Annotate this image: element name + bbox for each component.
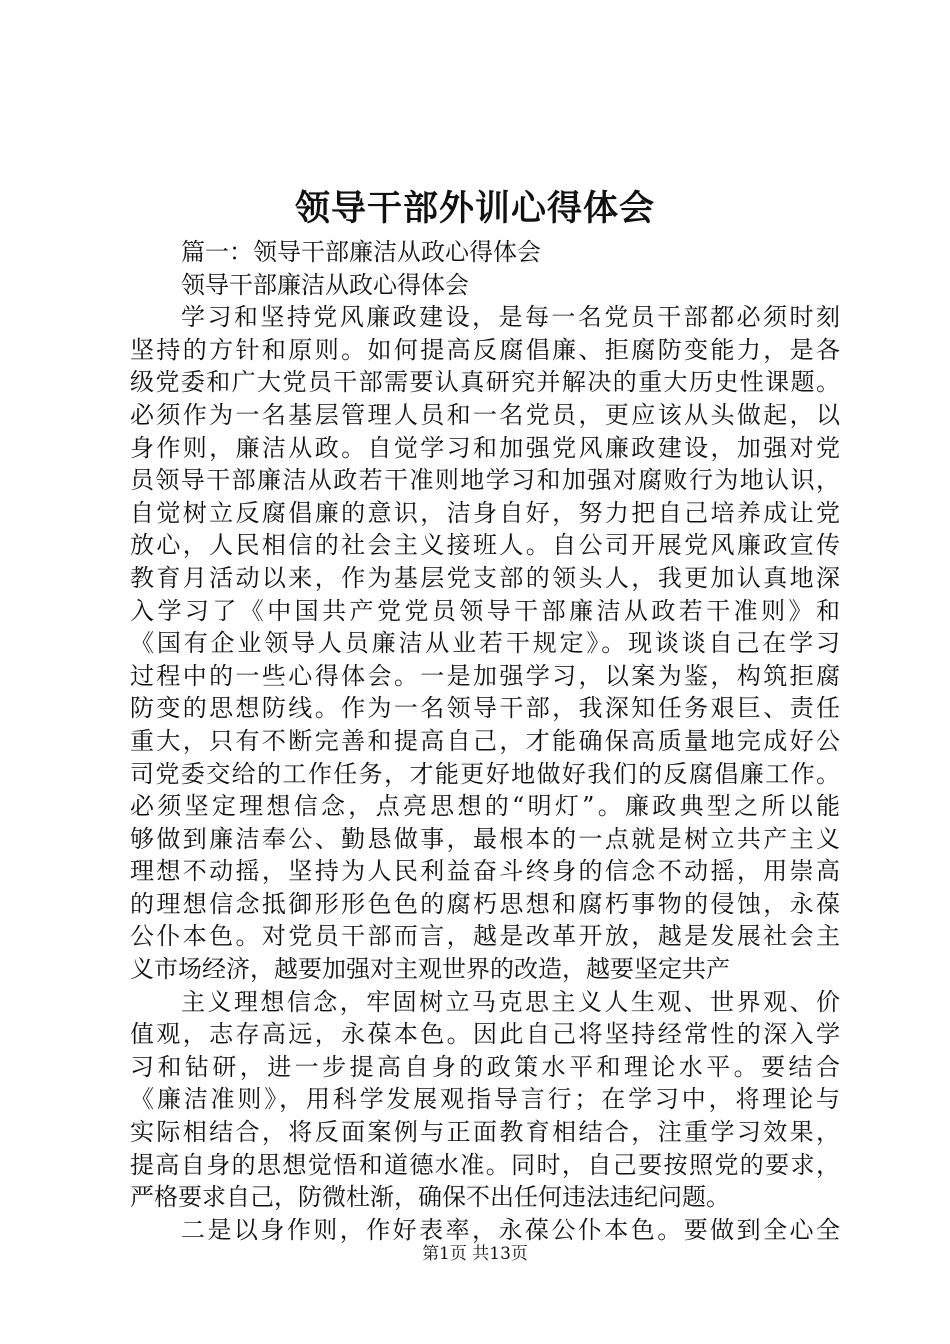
text-line: 级党委和广大党员干部需要认真研究并解决的重大历史性课题。 — [130, 368, 840, 397]
text-line: 员领导干部廉洁从政若干准则地学习和加强对腐败行为地认识， — [130, 466, 840, 495]
text-line: 司党委交给的工作任务，才能更好地做好我们的反腐倡廉工作。 — [130, 759, 840, 788]
text-line: 自觉树立反腐倡廉的意识，洁身自好，努力把自己培养成让党 — [130, 498, 840, 527]
page-title: 领导干部外训心得体会 — [294, 188, 655, 229]
text-line: 过程中的一些心得体会。一是加强学习，以案为鉴，构筑拒腐 — [130, 661, 840, 690]
text-line: 篇一：领导干部廉洁从政心得体会 — [181, 238, 541, 266]
text-line: 必须坚定理想信念，点亮思想的“明灯”。廉政典型之所以能 — [130, 792, 840, 821]
text-line: 严格要求自己，防微杜渐，确保不出任何违法违纪问题。 — [130, 1183, 730, 1212]
text-line: 放心，人民相信的社会主义接班人。自公司开展党风廉政宣传 — [130, 531, 840, 560]
text-line: 习和钻研，进一步提高自身的政策水平和理论水平。要结合 — [130, 1052, 840, 1081]
text-line: 教育月活动以来，作为基层党支部的领头人，我更加认真地深 — [130, 563, 840, 592]
body-text — [130, 236, 840, 1246]
text-line: 理想不动摇，坚持为人民利益奋斗终身的信念不动摇，用崇高 — [130, 857, 840, 886]
text-line: 的理想信念抵御形形色色的腐朽思想和腐朽事物的侵蚀，永葆 — [130, 889, 840, 918]
text-line: 身作则，廉洁从政。自觉学习和加强党风廉政建设，加强对党 — [130, 433, 840, 462]
page-footer: 第1页 共13页 — [422, 1244, 528, 1264]
text-line: 《国有企业领导人员廉洁从业若干规定》。现谈谈自己在学习 — [130, 629, 840, 658]
text-line: 必须作为一名基层管理人员和一名党员，更应该从头做起，以 — [130, 400, 840, 429]
text-line: 领导干部廉洁从政心得体会 — [181, 270, 469, 299]
text-line: 坚持的方针和原则。如何提高反腐倡廉、拒腐防变能力，是各 — [130, 335, 840, 364]
text-line: 主义理想信念，牢固树立马克思主义人生观、世界观、价 — [181, 987, 840, 1016]
text-line: 《廉洁准则》，用科学发展观指导言行；在学习中，将理论与 — [130, 1085, 840, 1114]
text-line: 实际相结合，将反面案例与正面教育相结合，注重学习效果， — [130, 1118, 840, 1147]
text-line: 重大，只有不断完善和提高自己，才能确保高质量地完成好公 — [130, 726, 840, 755]
text-line: 公仆本色。对党员干部而言，越是改革开放，越是发展社会主 — [130, 922, 840, 951]
text-line: 二是以身作则，作好表率，永葆公仆本色。要做到全心全 — [181, 1215, 840, 1244]
text-line: 学习和坚持党风廉政建设，是每一名党员干部都必须时刻 — [181, 303, 840, 332]
text-line: 防变的思想防线。作为一名领导干部，我深知任务艰巨、责任 — [130, 694, 840, 723]
text-line: 值观，志存高远，永葆本色。因此自己将坚持经常性的深入学 — [130, 1020, 840, 1049]
text-line: 入学习了《中国共产党党员领导干部廉洁从政若干准则》和 — [130, 596, 840, 625]
text-line: 提高自身的思想觉悟和道德水准。同时，自己要按照党的要求， — [130, 1150, 840, 1179]
text-line: 够做到廉洁奉公、勤恳做事，最根本的一点就是树立共产主义 — [130, 824, 840, 853]
text-line: 义市场经济，越要加强对主观世界的改造，越要坚定共产 — [130, 955, 730, 984]
